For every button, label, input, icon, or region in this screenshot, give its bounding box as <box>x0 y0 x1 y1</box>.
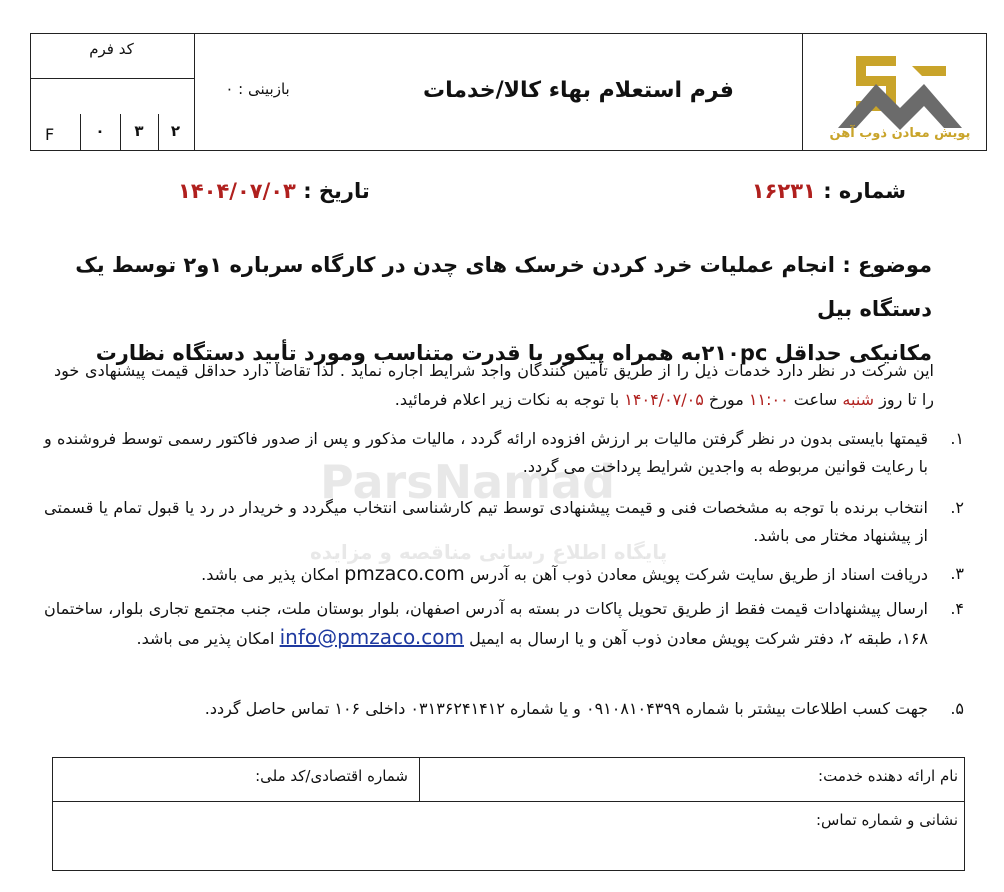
list-item-number: ۴. <box>950 599 964 618</box>
letter-number-label: شماره : <box>823 179 906 203</box>
economic-code-field[interactable]: شماره اقتصادی/کد ملی: <box>255 767 408 785</box>
intro-day: شنبه <box>842 390 875 409</box>
intro-part-2: ساعت <box>793 390 838 409</box>
address-phone-field[interactable]: نشانی و شماره تماس: <box>815 811 958 829</box>
list-item-number: ۱. <box>950 429 964 448</box>
list-item-text <box>44 560 928 589</box>
form-title: فرم استعلام بهاء کالا/خدمات <box>423 78 734 103</box>
subject-line-1: موضوع : انجام عملیات خرد کردن خرسک های چدن در کارگاه سرباره ۱و۲ توسط یک دستگاه بیل <box>75 253 932 321</box>
list-item-number: ۳. <box>950 564 964 583</box>
intro-date: ۱۴۰۴/۰۷/۰۵ <box>624 390 704 409</box>
list-item <box>44 494 964 550</box>
revision-number: بازبینی : ۰ <box>225 80 290 98</box>
intro-part-3: مورخ <box>708 390 744 409</box>
list-item <box>44 425 964 481</box>
letter-date-label: تاریخ : <box>303 179 370 203</box>
intro-paragraph <box>54 356 934 414</box>
letter-number <box>752 179 906 203</box>
logo-text: پویش معادن ذوب آهن <box>829 126 971 141</box>
list-item-number: ۵. <box>950 699 964 718</box>
intro-time: ۱۱:۰۰ <box>748 390 789 409</box>
intro-part-1: این شرکت در نظر دارد خدمات ذیل را از طریق تأمین کنندگان واجد شرایط اجاره نماید . لذا تقاضا دارد حداقل قیمت پیشنهادی خود را تا روز <box>54 361 934 409</box>
form-code-digit-3: ۳ <box>134 122 144 140</box>
list-item-text: قیمتها بایستی بدون در نظر گرفتن مالیات بر ارزش افزوده ارائه گردد ، مالیات مذکور و پس از صدور فاکتور رسمی توسط فروشنده و با رعایت قوانین مربوطه به واجدین شرایط پرداخت می گردد. <box>44 429 928 476</box>
website-link[interactable]: pmzaco.com <box>344 563 465 585</box>
provider-name-field[interactable]: نام ارائه دهنده خدمت: <box>818 767 958 785</box>
email-link[interactable]: info@pmzaco.com <box>279 625 464 649</box>
list-item <box>44 595 964 653</box>
list-item-text-a: دریافت اسناد از طریق سایت شرکت پویش معادن ذوب آهن به آدرس <box>469 565 928 584</box>
form-code-digit-2: ۲ <box>170 122 181 140</box>
watermark-line: پایگاه اطلاع رسانی مناقصه و مزایده <box>310 540 668 564</box>
watermark-site: ParsNamad <box>320 455 616 509</box>
list-item <box>44 560 964 589</box>
letter-date-value: ۱۴۰۴/۰۷/۰۳ <box>178 179 296 203</box>
letter-number-value: ۱۶۲۳۱ <box>751 179 816 203</box>
intro-part-4: با توجه به نکات زیر اعلام فرمائید. <box>394 390 620 409</box>
list-item-text: انتخاب برنده با توجه به مشخصات فنی و قیمت پیشنهادی توسط تیم کارشناسی انتخاب میگردد و خریدار در رد یا قبول تمام یا قسمتی از پیشنهاد مختار می باشد. <box>44 498 928 545</box>
company-logo <box>816 36 984 148</box>
subject-line-2-b: به همراه پیکور با قدرت متناسب ومورد تأیید دستگاه نظارت <box>95 341 702 365</box>
list-item-text-b: امکان پذیر می باشد. <box>136 629 275 648</box>
letter-date <box>178 179 370 203</box>
list-item-text-a: ارسال پیشنهادات قیمت فقط از طریق تحویل پاکات در بسته به آدرس اصفهان، بلوار بوستان ملت، جنب مجتمع تجاری بلوار، ساختمان ۱۶۸، طبقه ۲، دفتر شرکت پویش معادن ذوب آهن و یا ارسال به ایمیل <box>44 599 928 648</box>
form-code-digit-0: ۰ <box>95 122 105 140</box>
list-item <box>44 695 964 723</box>
subject-line-2-a: مکانیکی حداقل ۲۱۰ <box>701 341 932 365</box>
list-item-text-b: امکان پذیر می باشد. <box>201 565 340 584</box>
list-item-text: جهت کسب اطلاعات بیشتر با شماره ۰۹۱۰۸۱۰۴۳۹۹ و یا شماره ۰۳۱۳۶۲۴۱۴۱۲ داخلی ۱۰۶ تماس حاصل گردد. <box>204 699 928 718</box>
subject-line-2-pc: pc <box>739 341 768 365</box>
list-item-number: ۲. <box>950 498 964 517</box>
list-item-text <box>44 595 928 653</box>
form-code-digit-f: F <box>45 124 55 144</box>
form-code-label: کد فرم <box>89 40 134 58</box>
